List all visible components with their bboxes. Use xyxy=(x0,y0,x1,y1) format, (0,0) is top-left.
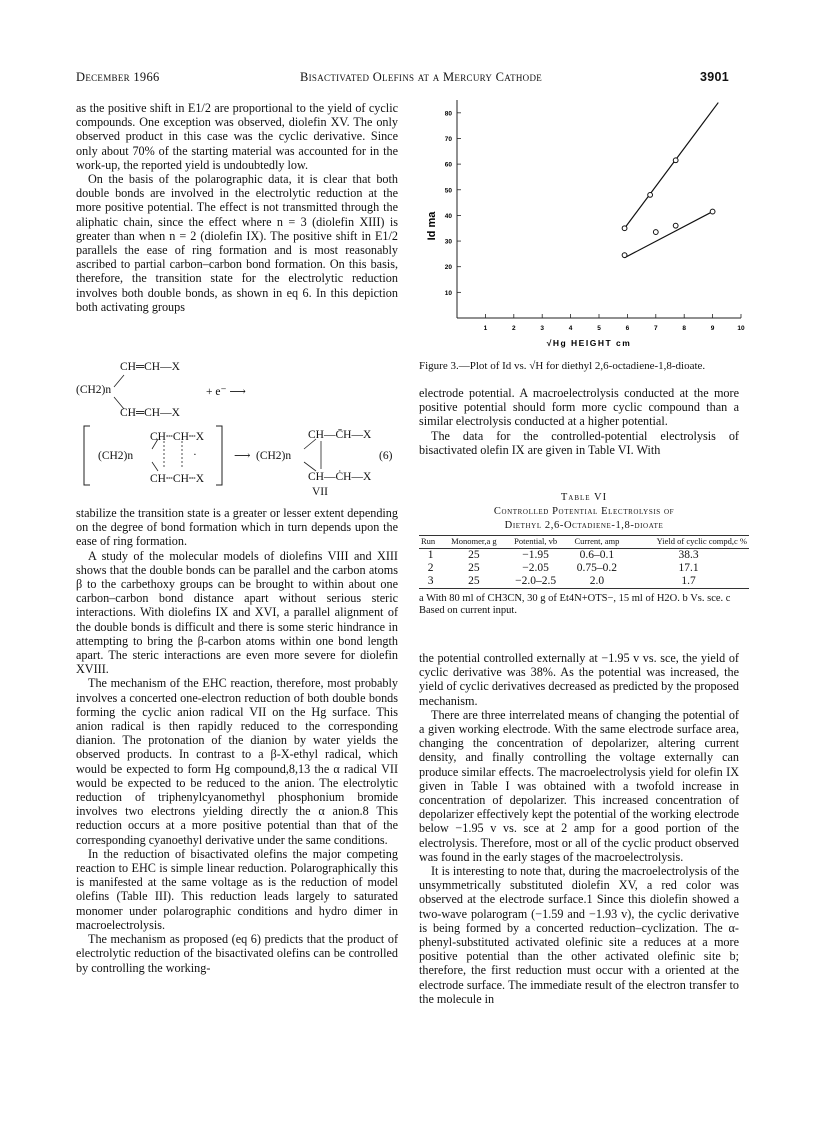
eq-reactant-bottom: CH═CH—X xyxy=(120,407,180,419)
eq-ts-top: CH┄CH┄X xyxy=(150,431,205,443)
eq-product-top: CH—C̄H—X xyxy=(308,429,372,441)
eq-reactant-plus: + e⁻ ⟶ xyxy=(206,386,246,398)
series-2-point xyxy=(653,230,658,235)
eq-number: (6) xyxy=(379,450,393,462)
paragraph: stabilize the transition state is a greater or lesser extent depending on the degree of bond formation which in turn depends upon the ease of ring formation. xyxy=(76,506,398,549)
table-cell: 0.75–0.2 xyxy=(576,562,618,574)
paragraph: In the reduction of bisactivated olefins the major competing reaction to EHC is simple linear reduction. Polarographically this is manifested at the same voltage as is the reduction of model olefins (Table III). This reduction leads largely to saturated monomer under polarographic conditions and hydro dimer in macroelectrolysis. xyxy=(76,846,398,932)
eq-ts-dot: · xyxy=(193,449,197,461)
paragraph: electrode potential. A macroelectrolysis conducted at the more positive potential should form more cyclic compound than a similar electrolysis conducted at a higher potential. xyxy=(419,386,739,429)
series-2-point xyxy=(710,209,715,214)
table-cell: 25 xyxy=(468,549,480,561)
column-header: Yield of cyclic compd,c % xyxy=(656,536,747,546)
table-cell: −1.95 xyxy=(522,549,549,561)
table-cell: 2.0 xyxy=(589,575,605,587)
y-tick-label: 50 xyxy=(444,187,452,195)
table-row xyxy=(419,562,749,575)
column-left-lower xyxy=(76,506,398,975)
table-row xyxy=(419,575,749,589)
x-tick-label: 2 xyxy=(511,325,516,332)
column-header: Potential, vb xyxy=(514,536,558,546)
x-tick-label: 6 xyxy=(625,325,630,332)
series-1-point xyxy=(648,192,653,197)
eq-ts-bottom: CH┄CH┄X xyxy=(150,473,205,485)
column-right-middle xyxy=(419,386,739,457)
column-header: Current, amp xyxy=(574,536,620,546)
x-tick-label: 1 xyxy=(483,325,488,332)
page-number: 3901 xyxy=(700,70,730,84)
x-tick-label: 3 xyxy=(540,325,545,332)
table-footnote: a With 80 ml of CH3CN, 30 g of Et4N+OTS−, 15 ml of H2O. b Vs. sce. c Based on current input. xyxy=(419,593,731,616)
x-tick-label: 10 xyxy=(737,325,745,332)
running-head-title: Bisactivated Olefins at a Mercury Cathode xyxy=(300,70,543,84)
table-cell: 2 xyxy=(427,562,434,574)
x-tick-label: 4 xyxy=(568,325,573,332)
paragraph: There are three interrelated means of changing the potential of a given working electrode. With the same electrode surface area, changing the concentration of depolarizer, altering current density, and finally controlling the voltage externally can produce similar effects. The macroelectrolysis yield for olefin IX given in Table I was obtained with a twofold increase in concentration of depolarizer. This increased concentration of depolarizer effectively kept the potential of the working electrode below −1.95 v vs. sce at 2 amp for a good portion of the electrolysis. Therefore, most or all of the cyclic product observed was found in the early stages of the macroelectrolysis. xyxy=(419,707,739,864)
table-label: Table VI xyxy=(560,492,608,503)
paragraph: It is interesting to note that, during the macroelectrolysis of the unsymmetrically substituted diolefin XV, a red color was observed at the electrode surface.1 Since this diolefin showed a two-wave polarogram (−1.59 and −1.93 v), the cyclic derivative is being formed by a concerted reduction–cyclization. The α-phenyl-substituted activated olefinic site a reduces at a more positive potential than the other activated olefinic site b; therefore, the first reduction must occur with a oriented at the electrode surface. The immediate result of the electron transfer to the molecule in xyxy=(419,864,739,1006)
table-cell: 0.6–0.1 xyxy=(579,549,615,561)
table-cell: 3 xyxy=(427,575,434,587)
x-tick-label: 5 xyxy=(597,325,601,332)
y-tick-label: 30 xyxy=(444,238,452,246)
y-tick-label: 40 xyxy=(444,212,452,220)
table-cell: 1 xyxy=(427,549,434,561)
paragraph: On the basis of the polarographic data, it is clear that both double bonds are involved in the electrolytic reduction at the more positive potential. The effect is not transmitted through the aliphatic chain, since the effect where n = 3 (diolefin XIII) is greater than when n = 2 (diolefin IX). The positive shift in E1/2 parallels the ease of ring formation and is most reasonably ascribed to partial carbon–carbon bond formation. On this basis, therefore, the transition state for the electrolytic reduction involves both double bonds, as shown in eq 6. In this depiction both activating groups xyxy=(76,172,398,314)
table-vi xyxy=(419,491,749,617)
column-left-upper xyxy=(76,101,398,314)
paragraph: The mechanism as proposed (eq 6) predicts that the product of electrolytic reduction of the bisactivated olefins can be controlled by controlling the working- xyxy=(76,932,398,975)
eq-product-ring: (CH2)n xyxy=(256,450,292,462)
y-tick-label: 60 xyxy=(444,161,452,169)
paragraph: the potential controlled externally at −1.95 v vs. sce, the yield of cyclic derivative was 38%. As the potential was increased, the yield of cyclic derivatives decreased as predicted by the proposed mechanism. xyxy=(419,651,739,708)
y-tick-label: 10 xyxy=(444,289,452,297)
running-head-date: December 1966 xyxy=(76,70,160,84)
table-cell: 17.1 xyxy=(678,562,699,574)
x-tick-label: 9 xyxy=(710,325,715,332)
series-1-fit-line xyxy=(625,103,719,229)
series-1-point xyxy=(622,226,627,231)
table-cell: 1.7 xyxy=(681,575,696,587)
eq-arrow: ⟶ xyxy=(234,450,251,462)
series-2-fit-line xyxy=(625,212,713,258)
column-right-lower xyxy=(419,651,739,1006)
series-2-point xyxy=(622,253,627,258)
eq-label: VII xyxy=(312,486,328,498)
column-header: Monomer,a g xyxy=(451,536,497,546)
y-tick-label: 70 xyxy=(444,135,452,143)
paragraph: The data for the controlled-potential electrolysis of bisactivated olefin IX are given in Table VI. With xyxy=(419,428,739,457)
table-cell: −2.05 xyxy=(522,562,549,574)
eq-reactant-top: CH═CH—X xyxy=(120,361,180,373)
x-tick-label: 7 xyxy=(653,325,658,332)
eq-ts-ring: (CH2)n xyxy=(98,450,134,462)
eq-reactant-ring: (CH2)n xyxy=(76,384,112,396)
table-grid xyxy=(419,535,749,590)
y-tick-label: 20 xyxy=(444,264,452,272)
paragraph: A study of the molecular models of diolefins VIII and XIII shows that the double bonds can be parallel and the carbon atoms β to the carbethoxy groups can be brought to within about one carbon–carbon bond distance apart without serious steric interactions. With diolefins IX and XVI, a parallel alignment of the double bonds is difficult and there is some steric hindrance in attempting to bring the β-carbon atoms within one bond length apart. The steric interactions are even more severe for diolefin XVIII. xyxy=(76,548,398,677)
paragraph: The mechanism of the EHC reaction, therefore, most probably involves a concerted one-electron reduction of both double bonds forming the cyclic anion radical VII on the Hg surface. This anion radical is then rapidly reduced to the corresponding dianion. The protonation of the dianion by water yields the observed products. In contrast to a β-X-ethyl radical, which would be expected to form Hg compound,8,13 the α radical VII would be expected to be reduced to the anion. The electrolytic reduction of triphenylcyanomethyl phosphonium bromide involves two electrons yielding directly the α anion.8 This reduction occurs at a more positive potential than that of the corresponding cyanoethyl derivative under the same conditions. xyxy=(76,676,398,847)
series-1-point xyxy=(673,158,678,163)
table-row xyxy=(419,549,749,563)
series-2-point xyxy=(673,223,678,228)
figure-3 xyxy=(419,96,749,356)
y-axis-label: Id ma xyxy=(426,211,438,241)
table-cell: 38.3 xyxy=(678,549,699,561)
eq-product-bottom: CH—ĊH—X xyxy=(308,471,372,483)
table-cell: 25 xyxy=(468,562,480,574)
x-tick-label: 8 xyxy=(682,325,687,332)
figure-3-plot xyxy=(419,96,749,356)
x-axis-label: √Hg HEIGHT cm xyxy=(546,338,632,348)
table-title-line1: Controlled Potential Electrolysis of xyxy=(493,506,675,517)
figure-caption: Figure 3.—Plot of Id vs. √H for diethyl 2,6-octadiene-1,8-dioate. xyxy=(419,360,706,372)
table-title-line2: Diethyl 2,6-Octadiene-1,8-dioate xyxy=(504,520,664,531)
y-tick-label: 80 xyxy=(444,110,452,118)
equation-6 xyxy=(76,357,406,502)
table-cell: −2.0–2.5 xyxy=(515,575,557,587)
table-cell: 25 xyxy=(468,575,480,587)
paragraph: as the positive shift in E1/2 are proportional to the yield of cyclic compounds. One exception was observed, diolefin XV. The only observed product in this case was the cyclic derivative. Since only about 70% of the starting material was accounted for in the work-up, the reported yield is undoubtedly low. xyxy=(76,101,398,172)
column-header: Run xyxy=(421,536,436,546)
